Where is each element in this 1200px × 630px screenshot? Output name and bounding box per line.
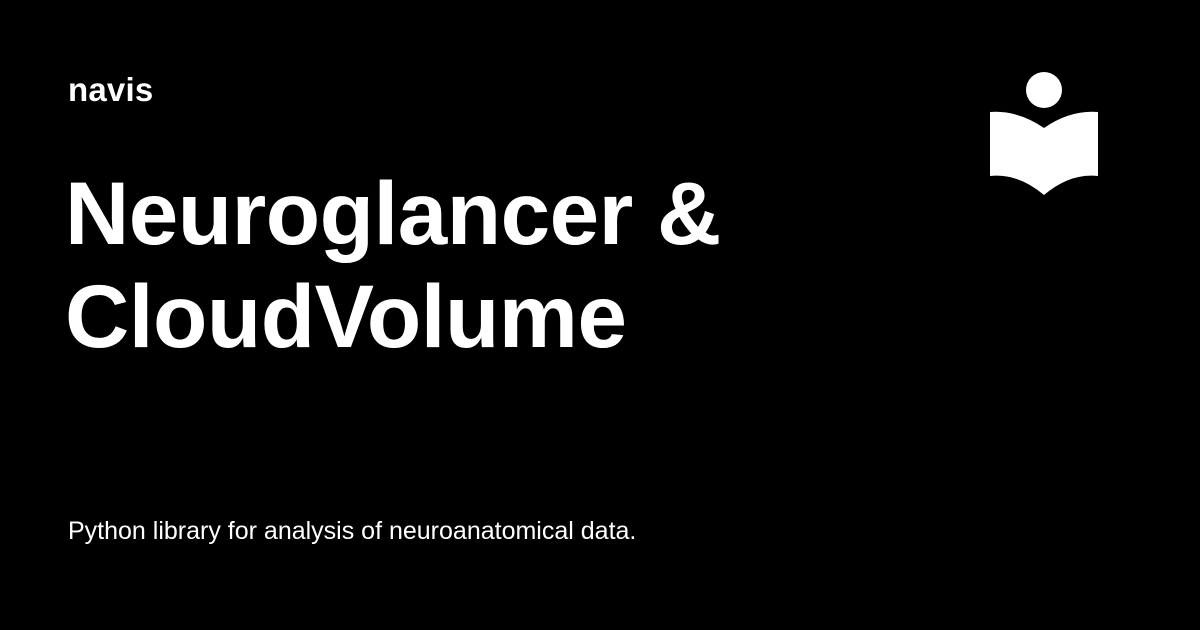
- reader-head-shape: [1026, 72, 1062, 108]
- open-book-shape: [990, 112, 1098, 195]
- site-name: navis: [68, 71, 154, 108]
- reader-book-icon: [988, 70, 1100, 198]
- page-description: Python library for analysis of neuroanatomical data.: [68, 517, 637, 545]
- page-title-line-2: CloudVolume: [65, 266, 627, 366]
- page-title: [65, 162, 885, 368]
- page-title-line-1: Neuroglancer &: [65, 163, 721, 263]
